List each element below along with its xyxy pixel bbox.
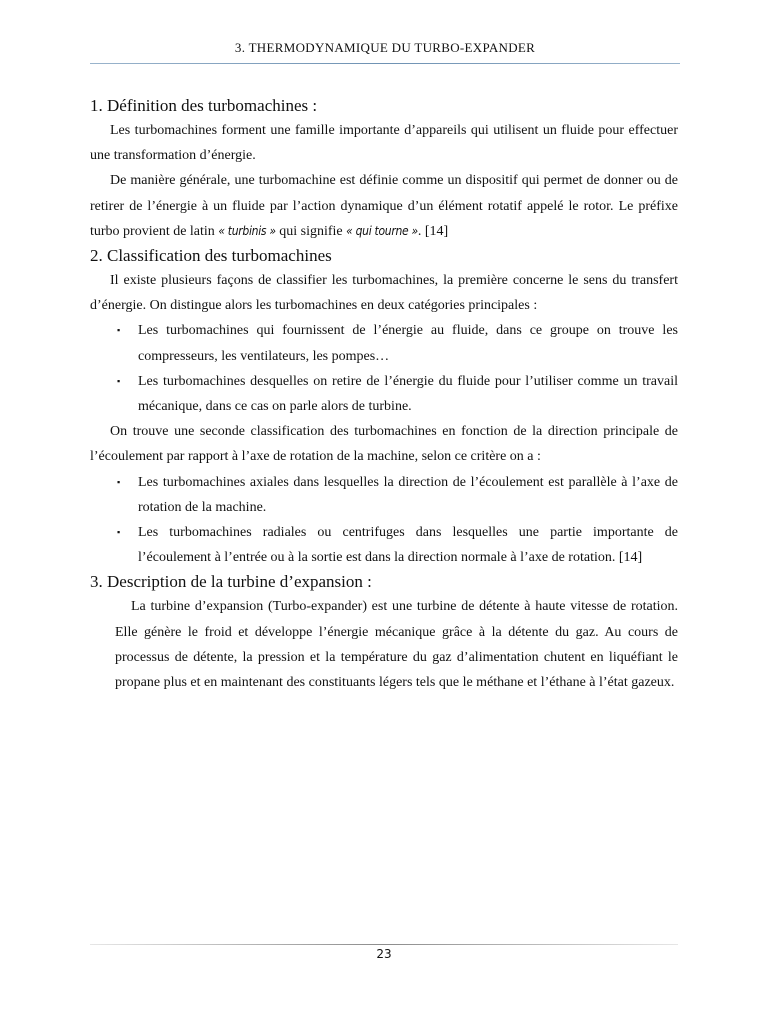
paragraph-classification-second: On trouve une seconde classification des turbomachines en fonction de la direction principale de l’écoulement par rapport à l’axe de rotation de la machine, selon ce critère on a : bbox=[90, 424, 678, 465]
paragraph-classification-intro: Il existe plusieurs façons de classifier les turbomachines, la première concerne le sens du transfert d’énergie. On distingue alors les turbomachines en deux catégories principales : bbox=[90, 273, 678, 314]
paragraph-text: qui signifie bbox=[275, 223, 347, 239]
running-header: 3. THERMODYNAMIQUE DU TURBO-EXPANDER bbox=[234, 40, 536, 55]
bullet-list-energy-transfer bbox=[90, 318, 678, 419]
paragraph-text: . [14] bbox=[417, 223, 449, 239]
list-item bbox=[90, 369, 678, 419]
list-item bbox=[90, 318, 678, 368]
section-heading-classification: 2. Classification des turbomachines bbox=[90, 246, 332, 266]
bullet-icon: ▪ bbox=[117, 476, 121, 487]
list-item-text: Les turbomachines radiales ou centrifuges dans lesquelles une partie importante de l’écoulement à l’entrée ou à la sortie est dans la direction normale à l’axe de rotation. [14] bbox=[138, 525, 678, 566]
paragraph-definition-2 bbox=[90, 168, 678, 244]
bullet-icon: ▪ bbox=[117, 375, 121, 386]
list-item-text: Les turbomachines qui fournissent de l’énergie au fluide, dans ce groupe on trouve les compresseurs, les ventilateurs, les pompes… bbox=[138, 323, 678, 364]
section-heading-definition: 1. Définition des turbomachines : bbox=[90, 96, 318, 115]
list-item bbox=[90, 470, 678, 520]
list-item-text: Les turbomachines axiales dans lesquelles la direction de l’écoulement est parallèle à l’axe de rotation de la machine. bbox=[138, 474, 678, 515]
list-item-text: Les turbomachines desquelles on retire de l’énergie du fluide pour l’utiliser comme un travail mécanique, dans ce cas on parle alors de turbine. bbox=[138, 373, 678, 415]
footer-rule bbox=[90, 944, 678, 945]
quote-turbinis: « turbinis » bbox=[218, 223, 276, 238]
bullet-list-flow-direction bbox=[90, 470, 678, 571]
section-heading-description: 3. Description de la turbine d’expansion : bbox=[90, 572, 372, 592]
page-number: 23 bbox=[376, 947, 392, 961]
bullet-icon: ▪ bbox=[117, 325, 121, 336]
quote-qui-tourne: « qui tourne » bbox=[346, 223, 418, 238]
paragraph-description: La turbine d’expansion (Turbo-expander) est une turbine de détente à haute vitesse de rotation. Elle génère le froid et développe l’énergie mécanique grâce à la détente du gaz. Au cours de processus de détente, la pression et la température du gaz d’alimentation chutent en liquéfiant le propane plus et en maintenant des constituants légers tels que le méthane et l’éthane à l’état gazeux. bbox=[115, 599, 678, 691]
bullet-icon: ▪ bbox=[117, 527, 121, 538]
paragraph-text: De manière générale, une turbomachine est définie comme un dispositif qui permet de donner ou de retirer de l’énergie à un fluide par l’action dynamique d’un élément rotatif appelé le rotor. Le préfixe turbo provient de latin bbox=[90, 173, 678, 239]
paragraph-definition-1: Les turbomachines forment une famille importante d’appareils qui utilisent un fluide pour effectuer une transformation d’énergie. bbox=[90, 123, 678, 164]
list-item bbox=[90, 520, 678, 570]
header-rule bbox=[90, 63, 680, 64]
page-body bbox=[90, 94, 678, 695]
